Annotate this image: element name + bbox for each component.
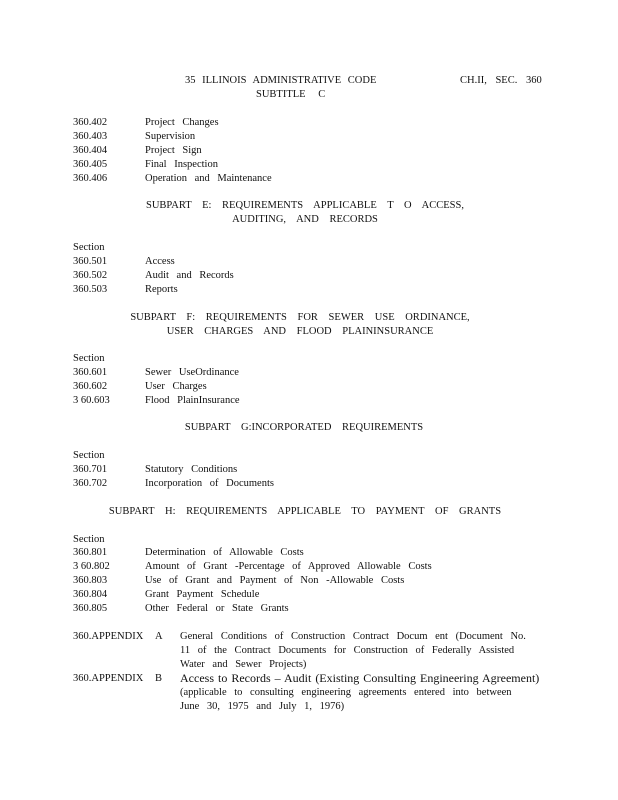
section-label: Section [73,450,105,461]
section-number: 360.404 [73,145,108,156]
section-number: 360.801 [73,547,108,558]
section-title: Incorporation of Documents [145,478,274,489]
header-subtitle: SUBTITLE C [256,89,326,100]
header-code-title: 35 ILLINOIS ADMINISTRATIVE CODE [185,75,377,86]
section-number: 360.701 [73,464,108,475]
appendix-title-line1: Access to Records – Audit (Existing Consulting Engineering Agreement) [180,671,540,685]
subpart-g-heading: SUBPART G:INCORPORATED REQUIREMENTS [184,422,424,433]
section-title: Sewer UseOrdinance [145,367,239,378]
subpart-f-heading-line2: USER CHARGES AND FLOOD PLAININSURANCE [166,326,434,337]
section-title: Other Federal or State Grants [145,603,289,614]
section-title: Reports [145,284,178,295]
section-title: Final Inspection [145,159,218,170]
section-label: Section [73,353,105,364]
section-number: 360.702 [73,478,108,489]
section-number: 360.406 [73,173,108,184]
appendix-number: 360.APPENDIX [73,673,144,684]
section-title: Amount of Grant -Percentage of Approved Allowable Costs [145,561,432,572]
section-number: 360.402 [73,117,108,128]
section-title: Access [145,256,175,267]
section-title: Supervision [145,131,196,142]
section-title: Grant Payment Schedule [145,589,260,600]
section-title: Project Changes [145,117,219,128]
section-title: Statutory Conditions [145,464,238,475]
appendix-title-line2: 11 of the Contract Documents for Construction of Federally Assisted [180,645,515,656]
section-title: Flood PlainInsurance [145,395,240,406]
section-number: 360.403 [73,131,108,142]
section-number: 360.804 [73,589,108,600]
section-title: Operation and Maintenance [145,173,272,184]
subpart-f-heading: SUBPART F: REQUIREMENTS FOR SEWER USE ORDINANCE, [130,312,470,323]
section-label: Section [73,534,105,545]
subpart-h-heading: SUBPART H: REQUIREMENTS APPLICABLE TO PAYMENT OF GRANTS [108,506,502,517]
section-number: 360.501 [73,256,108,267]
header-chapter-section: CH.II, SEC. 360 [460,75,542,86]
section-number: 3 60.802 [73,561,110,572]
section-number: 360.502 [73,270,108,281]
section-number: 360.602 [73,381,108,392]
section-title: Project Sign [145,145,202,156]
section-number: 360.601 [73,367,108,378]
appendix-letter: A [155,631,163,642]
section-number: 360.405 [73,159,108,170]
section-number: 360.805 [73,603,108,614]
section-title: User Charges [145,381,207,392]
appendix-number: 360.APPENDIX [73,631,144,642]
appendix-title-line2: (applicable to consulting engineering agreements entered into between [180,687,512,698]
appendix-title-line3: Water and Sewer Projects) [180,659,307,670]
subpart-e-heading: SUBPART E: REQUIREMENTS APPLICABLE T O ACCESS, [145,200,464,211]
appendix-title-line1: General Conditions of Construction Contract Docum ent (Document No. [180,631,526,642]
section-number: 360.803 [73,575,108,586]
section-title: Use of Grant and Payment of Non -Allowable Costs [145,575,405,586]
section-number: 360.503 [73,284,108,295]
appendix-title-line3: June 30, 1975 and July 1, 1976) [180,701,345,712]
subpart-e-heading-line2: AUDITING, AND RECORDS [232,214,378,225]
section-title: Determination of Allowable Costs [145,547,304,558]
section-label: Section [73,242,105,253]
section-number: 3 60.603 [73,395,110,406]
section-title: Audit and Records [145,270,234,281]
appendix-letter: B [155,673,163,684]
